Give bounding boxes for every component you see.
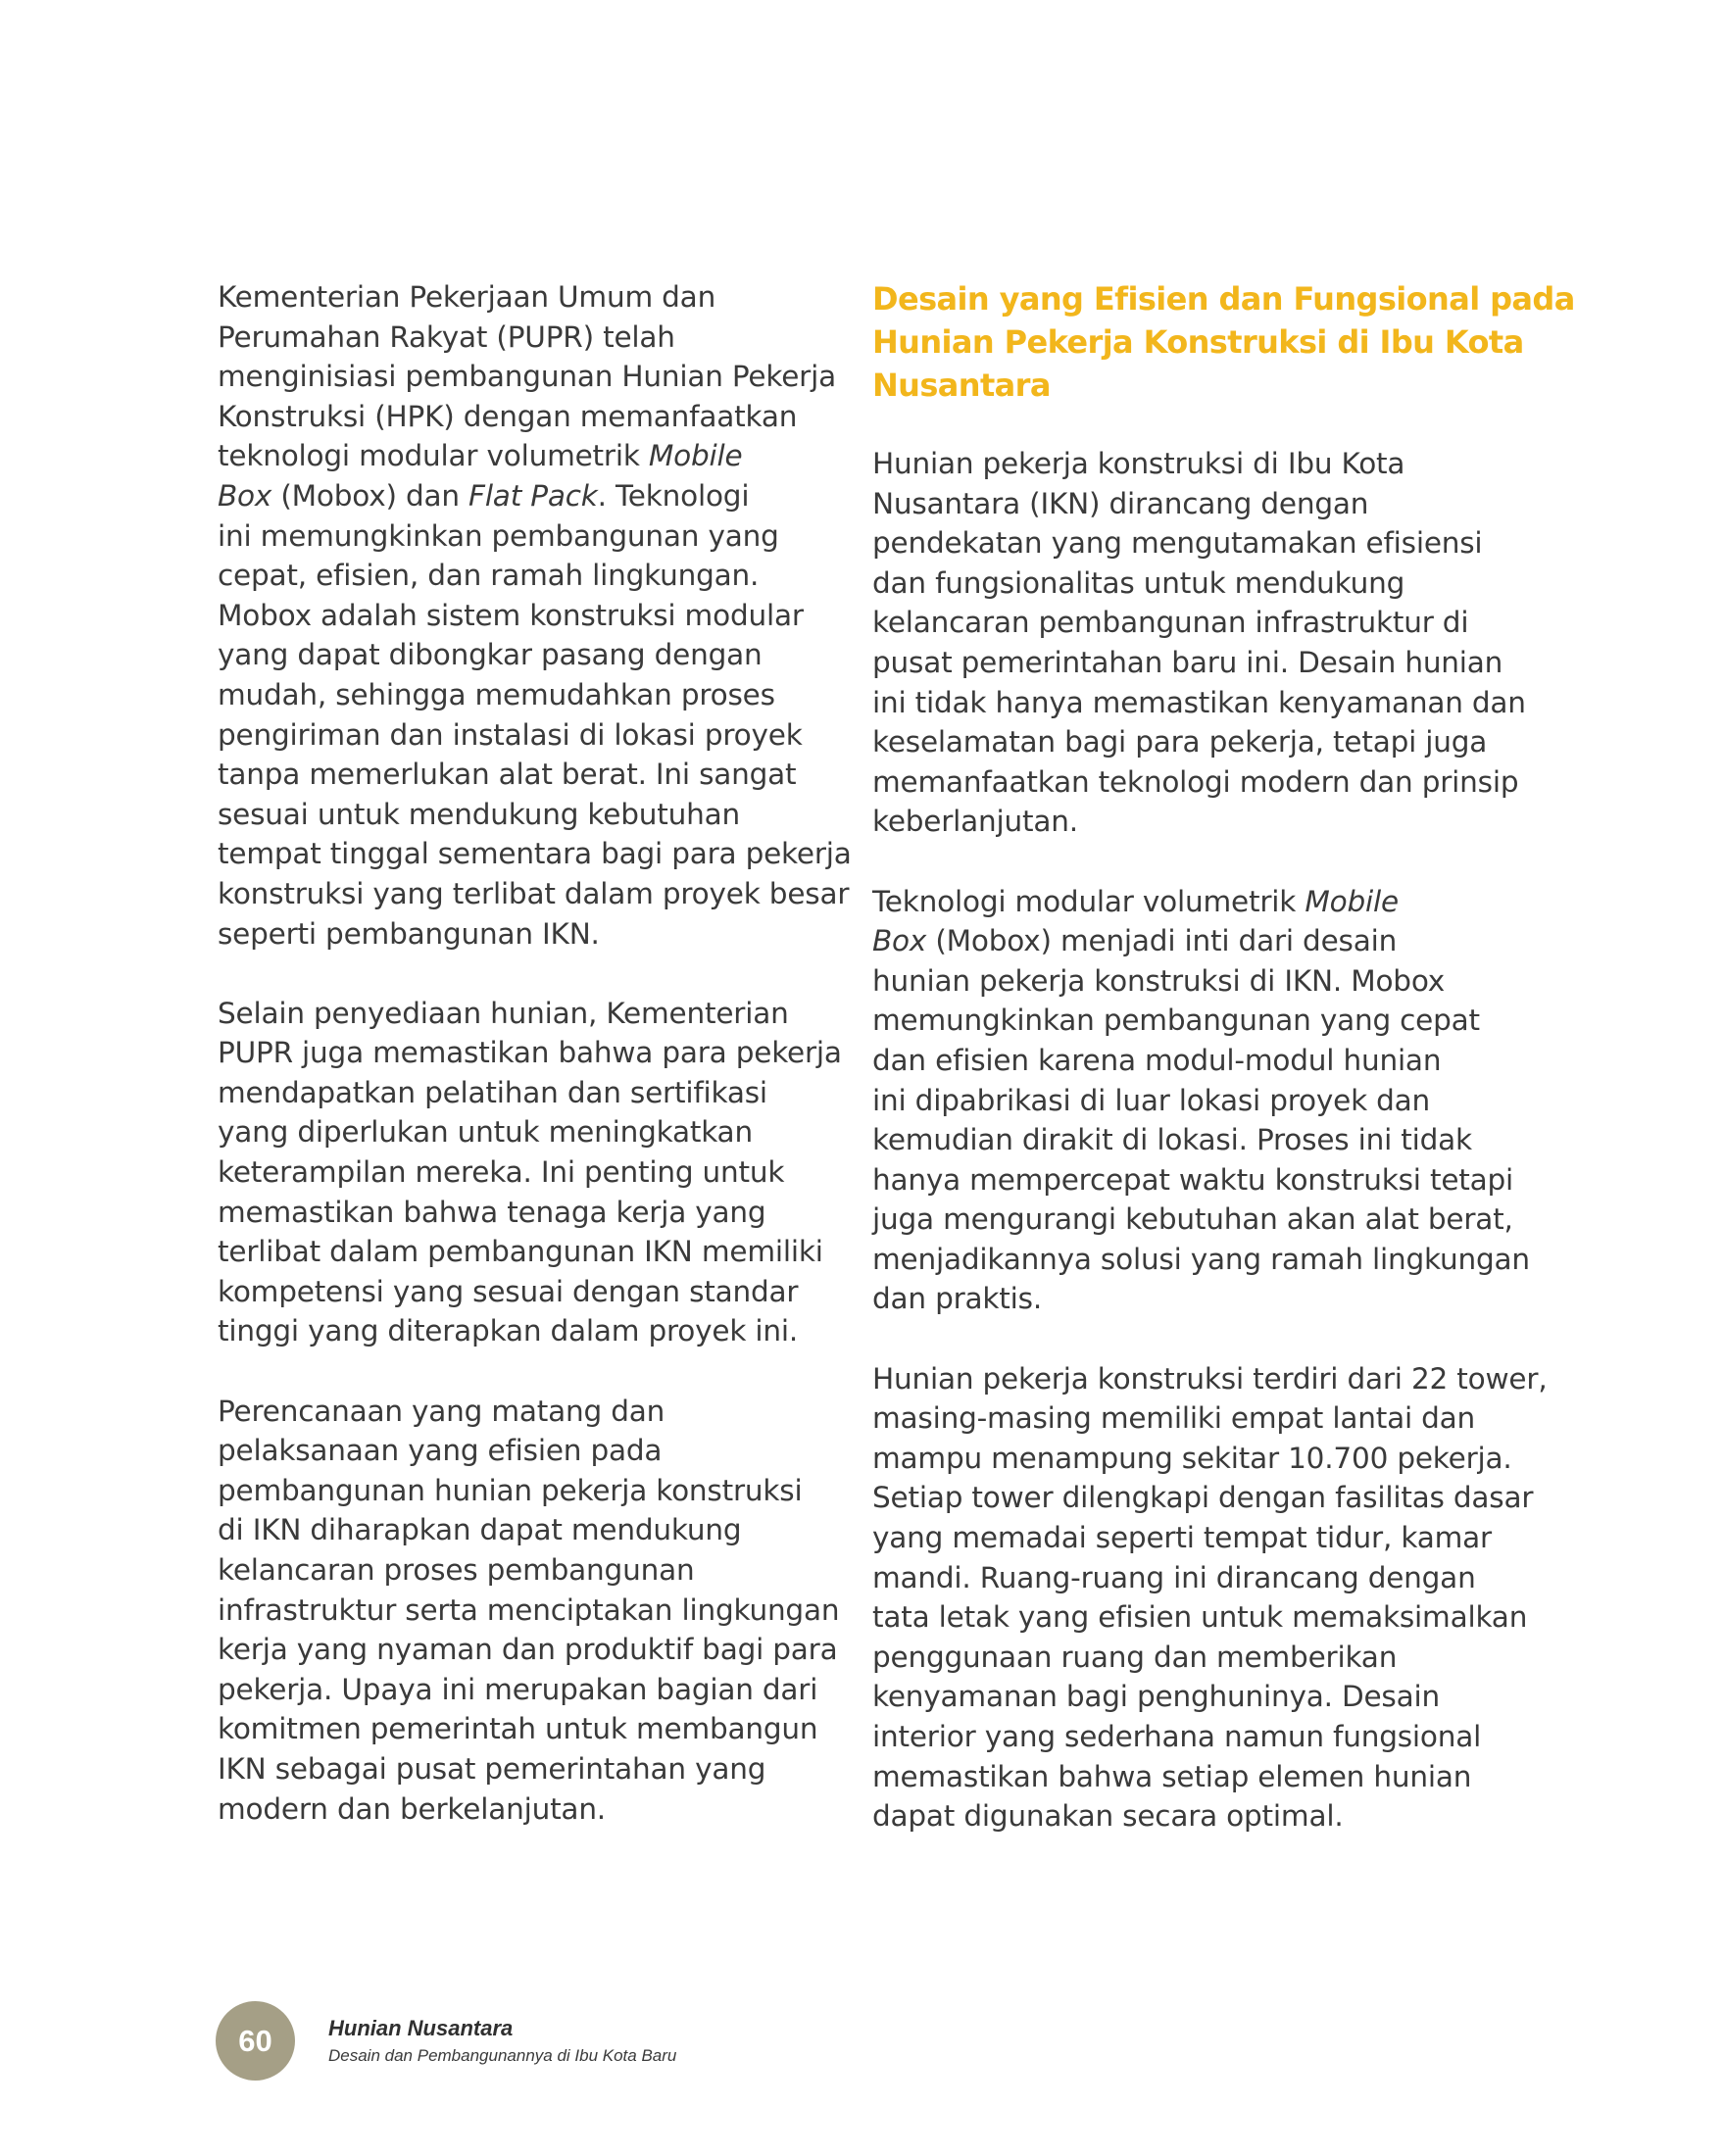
text-line: kelancaran proses pembangunan (218, 1553, 695, 1587)
left-paragraph-2 (218, 994, 842, 1351)
text-line: kelancaran pembangunan infrastruktur di (872, 606, 1469, 640)
right-column (872, 277, 1575, 1837)
text-line: Hunian pekerja konstruksi terdiri dari 22 tower, (872, 1361, 1548, 1396)
text-line: pembangunan hunian pekerja konstruksi (218, 1473, 803, 1507)
text-line: yang memadai seperti tempat tidur, kamar (872, 1521, 1492, 1555)
text-line: cepat, efisien, dan ramah lingkungan. (218, 559, 760, 593)
text-line: kerja yang nyaman dan produktif bagi para (218, 1633, 838, 1667)
text-line: yang diperlukan untuk meningkatkan (218, 1115, 753, 1150)
text-line (872, 921, 1509, 961)
text-line: sesuai untuk mendukung kebutuhan (218, 797, 740, 831)
text-line: yang dapat dibongkar pasang dengan (218, 638, 763, 672)
text-line: kemudian dirakit di lokasi. Proses ini tidak (872, 1123, 1472, 1157)
text-line: memastikan bahwa setiap elemen hunian (872, 1759, 1472, 1793)
right-paragraph-2 (872, 882, 1530, 1320)
text-run: (Mobox) menjadi inti dari desain (926, 924, 1398, 958)
text-line: PUPR juga memastikan bahwa para pekerja (218, 1036, 842, 1070)
text-line: seperti pembangunan IKN. (218, 916, 600, 951)
italic-run: Box (218, 478, 272, 513)
text-line: keselamatan bagi para pekerja, tetapi juga (872, 725, 1488, 760)
text-run: teknologi modular volumetrik (218, 439, 649, 473)
text-line: hunian pekerja konstruksi di IKN. Mobox (872, 963, 1446, 998)
page-number-badge: 60 (216, 2001, 295, 2081)
text-line: ini dipabrikasi di luar lokasi proyek dan (872, 1083, 1431, 1117)
text-line (218, 476, 835, 516)
text-line: Setiap tower dilengkapi dengan fasilitas dasar (872, 1481, 1534, 1515)
text-line: pelaksanaan yang efisien pada (218, 1434, 663, 1468)
text-line: interior yang sederhana namun fungsional (872, 1720, 1482, 1753)
text-line: dan efisien karena modul-modul hunian (872, 1043, 1442, 1077)
text-line: komitmen pemerintah untuk membangun (218, 1712, 818, 1746)
text-line: hanya mempercepat waktu konstruksi tetapi (872, 1162, 1514, 1197)
left-paragraph-1 (218, 277, 852, 954)
text-line: pengiriman dan instalasi di lokasi proyek (218, 717, 803, 752)
text-line: Mobox adalah sistem konstruksi modular (218, 598, 804, 632)
text-line: mandi. Ruang-ruang ini dirancang dengan (872, 1560, 1476, 1594)
text-line: keberlanjutan. (872, 805, 1078, 839)
text-line: Nusantara (IKN) dirancang dengan (872, 486, 1369, 520)
text-line: dan praktis. (872, 1282, 1043, 1316)
text-line: Konstruksi (HPK) dengan memanfaatkan (218, 399, 798, 433)
text-line: memanfaatkan teknologi modern dan prinsip (872, 764, 1519, 799)
heading-line: Nusantara (872, 367, 1051, 404)
text-line: tata letak yang efisien untuk memaksimalkan (872, 1600, 1528, 1635)
text-line: di IKN diharapkan dapat mendukung (218, 1513, 742, 1547)
text-line: kompetensi yang sesuai dengan standar (218, 1274, 799, 1308)
text-line: tanpa memerlukan alat berat. Ini sangat (218, 758, 797, 792)
text-line: IKN sebagai pusat pemerintahan yang (218, 1751, 766, 1786)
publication-title: Hunian Nusantara (328, 2016, 514, 2040)
right-paragraph-3 (872, 1359, 1548, 1837)
text-line: memungkinkan pembangunan yang cepat (872, 1004, 1480, 1038)
text-line: Perencanaan yang matang dan (218, 1394, 665, 1428)
text-run: Teknologi modular volumetrik (872, 884, 1305, 918)
text-line: pekerja. Upaya ini merupakan bagian dari (218, 1672, 818, 1706)
text-line: keterampilan mereka. Ini penting untuk (218, 1155, 785, 1190)
italic-run: Mobile (648, 439, 743, 473)
text-line: menginisiasi pembangunan Hunian Pekerja (218, 360, 836, 394)
text-line: pendekatan yang mengutamakan efisiensi (872, 526, 1483, 561)
text-line (218, 436, 835, 476)
left-column (218, 277, 852, 1829)
text-line: menjadikannya solusi yang ramah lingkungan (872, 1242, 1530, 1276)
text-run: (Mobox) dan (271, 478, 469, 513)
italic-run: Flat Pack (468, 478, 598, 513)
text-line: Hunian pekerja konstruksi di Ibu Kota (872, 447, 1405, 480)
text-line: mampu menampung sekitar 10.700 pekerja. (872, 1441, 1512, 1475)
text-line: Selain penyediaan hunian, Kementerian (218, 996, 789, 1030)
text-line: kenyamanan bagi penghuninya. Desain (872, 1680, 1440, 1714)
text-line: infrastruktur serta menciptakan lingkungan (218, 1592, 840, 1627)
text-line: modern dan berkelanjutan. (218, 1791, 606, 1826)
section-heading (872, 277, 1575, 407)
text-line: Kementerian Pekerjaan Umum dan (218, 280, 716, 314)
text-line: pusat pemerintahan baru ini. Desain hunian (872, 645, 1503, 679)
text-line: ini tidak hanya memastikan kenyamanan dan (872, 685, 1526, 719)
text-line: juga mengurangi kebutuhan akan alat berat, (872, 1202, 1513, 1237)
text-line: konstruksi yang terlibat dalam proyek besar (218, 876, 850, 910)
heading-line: Desain yang Efisien dan Fungsional pada (872, 280, 1575, 318)
text-line: dan fungsionalitas untuk mendukung (872, 565, 1405, 600)
text-line: Perumahan Rakyat (PUPR) telah (218, 319, 675, 354)
text-line: tinggi yang diterapkan dalam proyek ini. (218, 1314, 799, 1348)
publication-subtitle: Desain dan Pembangunannya di Ibu Kota Baru (328, 2046, 677, 2065)
text-line (872, 882, 1509, 922)
text-line: ini memungkinkan pembangunan yang (218, 518, 779, 553)
italic-run: Mobile (1305, 884, 1399, 918)
text-line: dapat digunakan secara optimal. (872, 1799, 1344, 1834)
italic-run: Box (872, 924, 927, 958)
text-line: terlibat dalam pembangunan IKN memiliki (218, 1235, 823, 1269)
text-line: penggunaan ruang dan memberikan (872, 1640, 1398, 1674)
text-run: . Teknologi (597, 478, 750, 513)
text-line: masing-masing memiliki empat lantai dan (872, 1401, 1476, 1436)
text-line: tempat tinggal sementara bagi para pekerja (218, 837, 852, 871)
text-line: mendapatkan pelatihan dan sertifikasi (218, 1075, 767, 1109)
right-paragraph-1 (872, 444, 1526, 842)
left-paragraph-3 (218, 1392, 840, 1830)
heading-line: Hunian Pekerja Konstruksi di Ibu Kota (872, 323, 1524, 361)
text-line: mudah, sehingga memudahkan proses (218, 677, 775, 711)
text-line: memastikan bahwa tenaga kerja yang (218, 1195, 766, 1229)
